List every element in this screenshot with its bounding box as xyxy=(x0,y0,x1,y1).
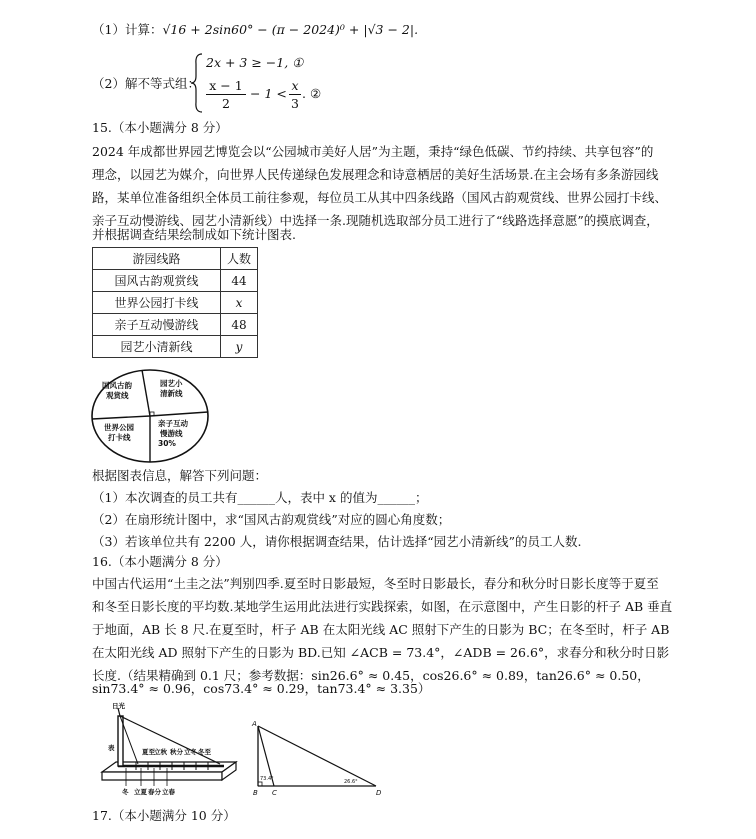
q16-line: 于地面，AB 长 8 尺.在夏至时，杆子 AB 在太阳光线 AC 照射下产生的日影为 BC；在冬至时，杆子 AB xyxy=(92,622,670,637)
angle-label: 26.6° xyxy=(344,779,358,785)
q14-inequality-2-rhs-denominator: 3 xyxy=(291,96,299,111)
q14-part1-label: （1）计算： xyxy=(92,22,163,37)
pole-label: 表 xyxy=(108,744,115,752)
table-header-row xyxy=(93,248,258,270)
q15-question: （2）在扇形统计图中，求“国风古韵观赏线”对应的圆心角度数； xyxy=(92,512,451,527)
pie-label: 观赏线 xyxy=(106,391,129,400)
gnomon-figure xyxy=(96,700,246,800)
q17-header: 17.（本小题满分 10 分） xyxy=(92,808,236,823)
table-cell: y xyxy=(221,336,258,358)
q14-inequality-2-denominator: 2 xyxy=(222,96,230,111)
q16-line: 在太阳光线 AD 照射下产生的日影为 BD.已知 ∠ACB = 73.4°，∠ADB = 26.6°，求春分和秋分时日影 xyxy=(92,645,670,660)
point-label: C xyxy=(272,789,277,797)
sun-label: 日光 xyxy=(112,702,125,710)
point-label: B xyxy=(253,789,258,797)
route-table xyxy=(92,247,258,358)
triangle-figure xyxy=(248,718,388,798)
season-label: 冬 xyxy=(122,788,129,796)
pie-label: 30% xyxy=(158,439,176,448)
pie-label: 亲子互动 xyxy=(158,419,188,428)
q14-inequality-2-tail: . ② xyxy=(302,86,322,101)
q14-inequality-1: 2x + 3 ≥ −1, ① xyxy=(206,55,304,70)
pie-label: 打卡线 xyxy=(108,433,131,442)
table-cell: 国风古韵观赏线 xyxy=(93,270,221,292)
season-label: 冬至 xyxy=(198,748,211,756)
table-row xyxy=(93,314,258,336)
q14-inequality-2-middle: − 1 < xyxy=(250,86,287,101)
q15-question: （1）本次调查的员工共有______人，表中 x 的值为______； xyxy=(92,490,428,505)
season-label: 立冬 xyxy=(184,748,197,756)
season-label: 春分 xyxy=(148,788,161,796)
q15-intro-line: 路，某单位准备组织全体员工前往参观，每位员工从其中四条线路（国风古韵观赏线、世界公园打卡线、 xyxy=(92,190,668,205)
q15-intro-line: 2024 年成都世界园艺博览会以“公园城市美好人居”为主题，秉持“绿色低碳、节约持续、共享包容”的 xyxy=(92,144,654,159)
q16-line: sin73.4° ≈ 0.96，cos73.4° ≈ 0.29，tan73.4° ≈ 3.35） xyxy=(92,681,431,696)
q14-inequality-2-numerator: x − 1 xyxy=(209,78,243,93)
base-front xyxy=(102,772,222,780)
fraction-bar xyxy=(206,94,246,95)
table-row xyxy=(93,292,258,314)
q15-question: （3）若该单位共有 2200 人，请你根据调查结果，估计选择“园艺小清新线”的员工人数. xyxy=(92,534,582,549)
point-label: D xyxy=(376,789,382,797)
season-label: 立秋 xyxy=(154,748,167,756)
q14-part2-label: （2）解不等式组： xyxy=(92,76,200,91)
pole xyxy=(118,716,123,766)
pie-label: 清新线 xyxy=(160,389,183,398)
fraction-bar xyxy=(289,94,301,95)
table-cell: 世界公园打卡线 xyxy=(93,292,221,314)
q14-inequality-2-rhs-numerator: x xyxy=(291,78,299,93)
pie-label: 园艺小 xyxy=(160,379,183,388)
pie-label: 世界公园 xyxy=(104,423,134,432)
q15-intro-line: 理念，以园艺为媒介，向世界人民传递绿色发展理念和诗意栖居的美好生活场景.在主会场有多条游园线 xyxy=(92,167,659,182)
table-row xyxy=(93,336,258,358)
q16-header: 16.（本小题满分 8 分） xyxy=(92,554,228,569)
q15-prompt: 根据图表信息，解答下列问题： xyxy=(92,468,268,483)
system-brace-icon xyxy=(190,52,206,114)
table-cell: 44 xyxy=(221,270,258,292)
season-label: 夏至 xyxy=(142,748,155,756)
pie-label: 慢游线 xyxy=(160,429,183,438)
table-cell: 亲子互动慢游线 xyxy=(93,314,221,336)
q14-part1-expression: √16 + 2sin60° − (π − 2024)⁰ + |√3 − 2|. xyxy=(162,22,419,37)
segment-ad xyxy=(258,726,376,786)
q15-header: 15.（本小题满分 8 分） xyxy=(92,120,228,135)
pie-chart xyxy=(88,366,212,466)
point-label: A xyxy=(252,720,257,728)
q16-line: 长度.（结果精确到 0.1 尺；参考数据：sin26.6° ≈ 0.45，cos26.6° ≈ 0.89，tan26.6° ≈ 0.50， xyxy=(92,668,650,683)
season-label: 立夏 xyxy=(134,788,147,796)
q14-part1 xyxy=(92,24,418,37)
table-row xyxy=(93,270,258,292)
table-cell: 48 xyxy=(221,314,258,336)
season-label: 秋分 xyxy=(170,748,183,756)
season-label: 立春 xyxy=(162,788,175,796)
q15-intro-line: 亲子互动慢游线、园艺小清新线）中选择一条.现随机选取部分员工进行了“线路选择意愿”的摸底调查， xyxy=(92,213,659,228)
q15-intro-line: 并根据调查结果绘制成如下统计图表. xyxy=(92,227,296,242)
table-cell: 园艺小清新线 xyxy=(93,336,221,358)
table-header: 人数 xyxy=(221,248,258,270)
q16-line: 中国古代运用“土圭之法”判别四季.夏至时日影最短，冬至时日影最长，春分和秋分时日影长度等于夏至 xyxy=(92,576,659,591)
table-header: 游园线路 xyxy=(93,248,221,270)
table-cell: x xyxy=(221,292,258,314)
pie-label: 国风古韵 xyxy=(102,381,132,390)
q16-line: 和冬至日影长度的平均数.某地学生运用此法进行实践探索，如图，在示意图中，产生日影的杆子 AB 垂直 xyxy=(92,599,673,614)
angle-label: 73.4° xyxy=(260,776,274,782)
